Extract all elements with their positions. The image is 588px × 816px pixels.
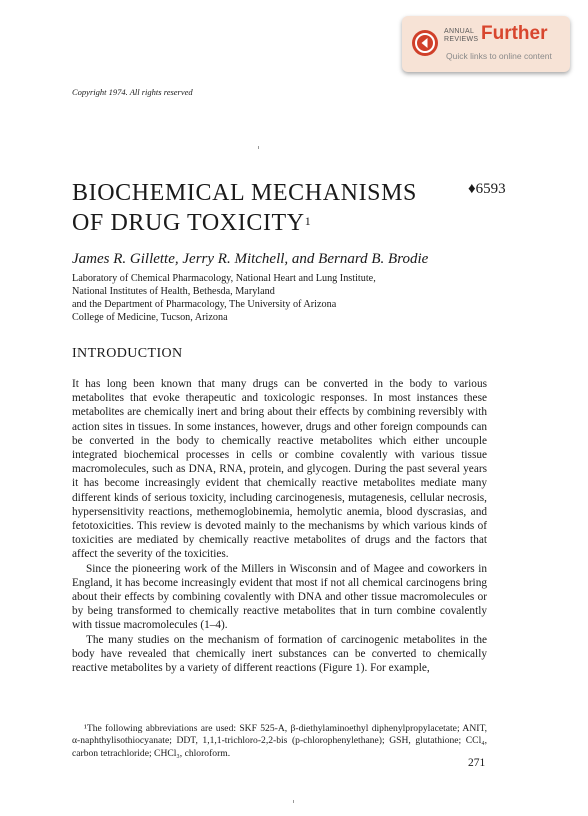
page-number: 271 bbox=[468, 757, 486, 769]
body-text bbox=[72, 377, 487, 675]
annual-reviews-further-banner[interactable] bbox=[402, 16, 570, 72]
title-line-1: BIOCHEMICAL MECHANISMS bbox=[72, 180, 418, 206]
footnote-text: ¹The following abbreviations are used: SKF 525-A, β-diethylaminoethyl diphenylpropylacetate; ANIT, α-naphthylisothiocyanate; DDT, 1,1,1-trichloro-2,2-bis (p-chlorophenylethane); GSH, glutathione; CCl₄, carbon tetrachloride; CHCl₃, chloroform. bbox=[72, 723, 487, 759]
annual-reviews-logo-icon bbox=[412, 30, 438, 56]
article-code: ♦6593 bbox=[468, 181, 506, 197]
paragraph: Since the pioneering work of the Millers in Wisconsin and of Magee and coworkers in England, it has become increasingly evident that most if not all chemical carcinogens bring about their effects by combining covalently with DNA and other tissue macromolecules or by being transformed to chemically reactive metabolites that in turn combine covalently with tissue macromolecules (1–4). bbox=[72, 562, 487, 632]
copyright-notice: Copyright 1974. All rights reserved bbox=[72, 87, 193, 97]
authors: James R. Gillette, Jerry R. Mitchell, and Bernard B. Brodie bbox=[72, 251, 429, 267]
paragraph: It has long been known that many drugs can be converted in the body to various metabolites that evoke therapeutic and toxicologic responses. In most instances these metabolites are chemically inert and bring about their effects by combining reversibly with action sites in tissues. In some instances, however, drugs and other foreign compounds can be converted in the body to chemically reactive metabolites which either uncouple integrated biochemical processes in cells or combine covalently with various tissue macromolecules, such as DNA, RNA, protein, and glycogen. During the past several years it has become increasingly evident that chemically reactive metabolites mediate many different kinds of serious toxicity, including carcinogenesis, mutagenesis, cellular necrosis, hypersensitivity reactions, methemoglobinemia, hemolytic anemia, blood dyscrasias, and fetotoxicities. This review is devoted mainly to the mechanisms by which various kinds of toxicities are mediated by chemically reactive metabolites of drugs and the factors that affect the severity of the toxicities. bbox=[72, 378, 487, 561]
affiliation-line: College of Medicine, Tucson, Arizona bbox=[72, 312, 228, 323]
page-mark bbox=[293, 800, 294, 803]
affiliation bbox=[72, 272, 376, 324]
article-title bbox=[72, 178, 417, 238]
page-mark bbox=[258, 146, 259, 149]
footnote bbox=[72, 723, 487, 760]
quick-links-label: Quick links to online content bbox=[446, 51, 552, 61]
affiliation-line: Laboratory of Chemical Pharmacology, National Heart and Lung Institute, bbox=[72, 273, 376, 284]
affiliation-line: National Institutes of Health, Bethesda, Maryland bbox=[72, 286, 275, 297]
affiliation-line: and the Department of Pharmacology, The University of Arizona bbox=[72, 299, 337, 310]
further-label: Further bbox=[481, 23, 548, 44]
title-footnote-mark[interactable]: 1 bbox=[304, 214, 312, 228]
paragraph: The many studies on the mechanism of formation of carcinogenic metabolites in the body have revealed that chemically inert substances can be converted to chemically reactive metabolites by a variety of different reactions (Figure 1). For example, bbox=[72, 633, 487, 675]
annual-reviews-wordmark: ANNUAL REVIEWS bbox=[444, 28, 479, 43]
title-line-2: OF DRUG TOXICITY$^1$ bbox=[72, 210, 312, 236]
section-heading: INTRODUCTION bbox=[72, 346, 183, 361]
